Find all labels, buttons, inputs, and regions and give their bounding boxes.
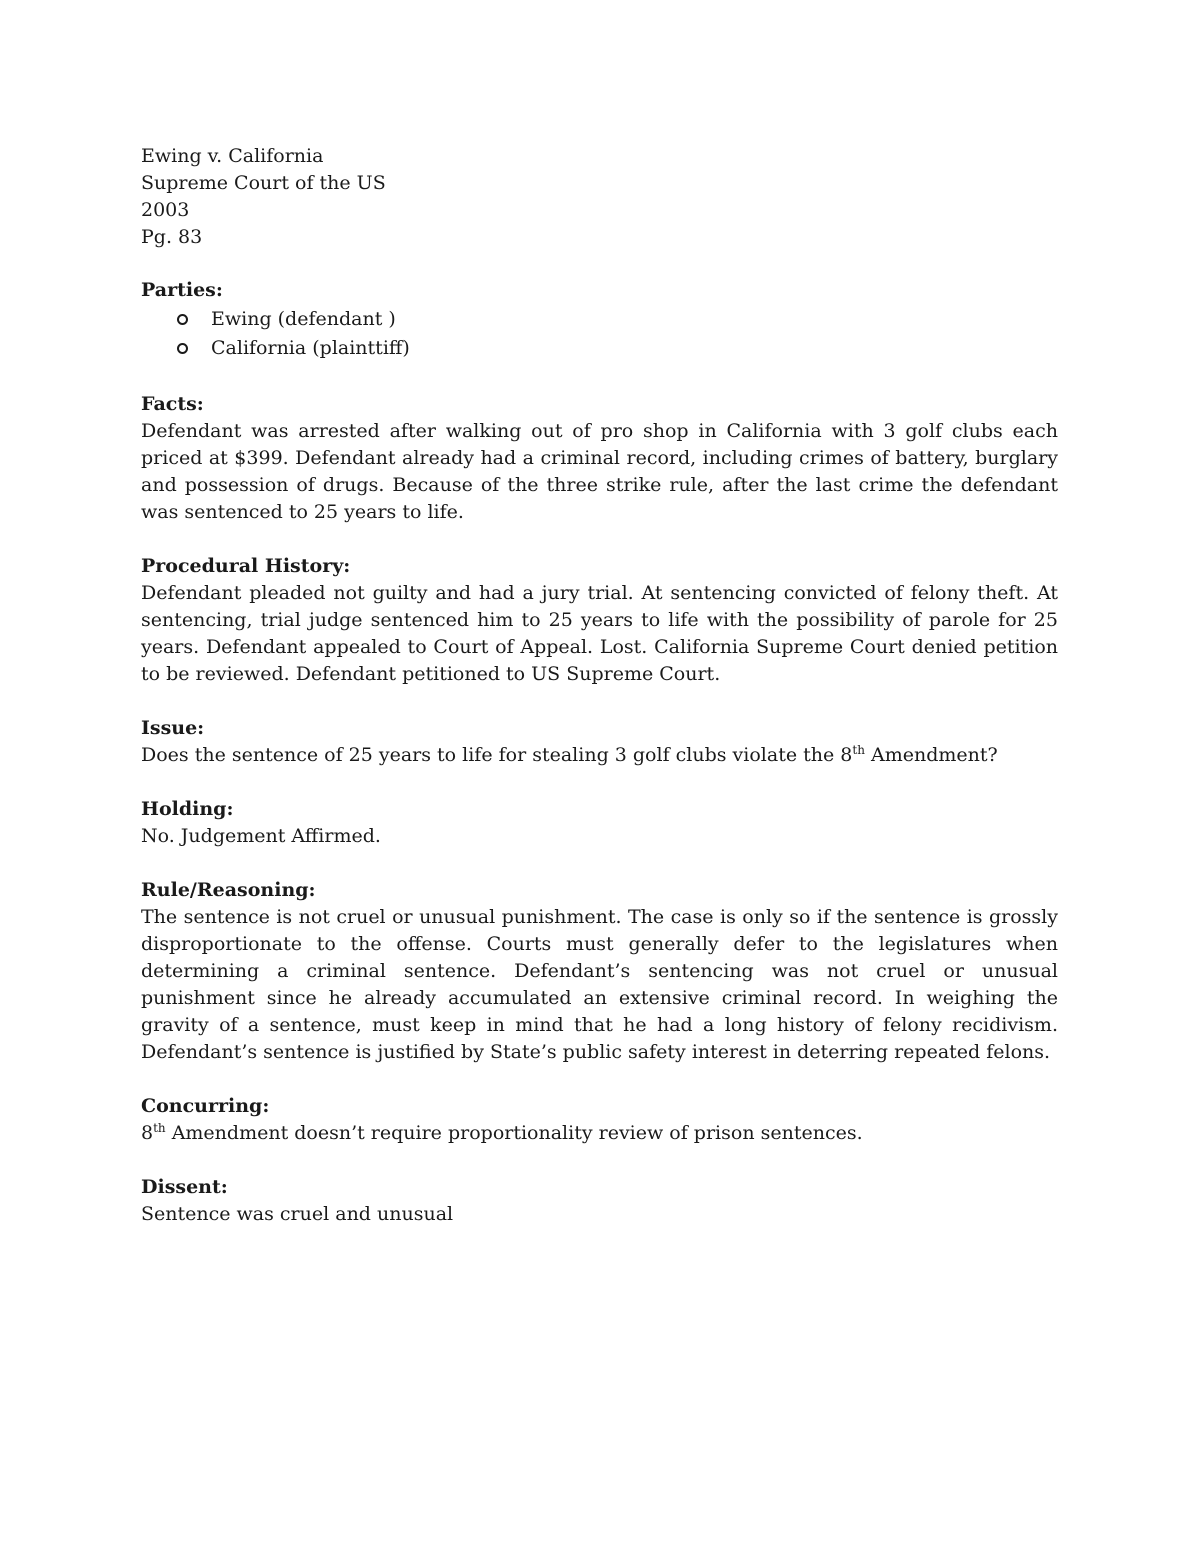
parties-section <box>141 277 1058 364</box>
brief-content <box>141 143 1058 1255</box>
case-year: 2003 <box>141 199 190 221</box>
concurring-text-start: 8 <box>141 1122 154 1144</box>
hollow-bullet-icon <box>177 314 188 325</box>
rule-reasoning-heading: Rule/Reasoning: <box>141 879 316 901</box>
issue-heading: Issue: <box>141 717 205 739</box>
holding-section <box>141 796 1058 850</box>
procedural-history-section <box>141 553 1058 688</box>
hollow-bullet-icon <box>177 343 188 354</box>
dissent-section <box>141 1174 1058 1228</box>
concurring-heading: Concurring: <box>141 1095 270 1117</box>
issue-text-start: Does the sentence of 25 years to life for stealing 3 golf clubs violate the 8 <box>141 744 853 766</box>
parties-list <box>141 306 1058 364</box>
party-item <box>141 306 1058 335</box>
concurring-body <box>141 1120 1058 1147</box>
party-label: California (plainttiff) <box>211 337 410 359</box>
court-name: Supreme Court of the US <box>141 172 386 194</box>
parties-heading: Parties: <box>141 279 223 301</box>
case-name: Ewing v. California <box>141 145 324 167</box>
page-reference: Pg. 83 <box>141 226 203 248</box>
facts-section <box>141 391 1058 526</box>
case-header <box>141 143 1058 251</box>
holding-heading: Holding: <box>141 798 234 820</box>
party-item <box>141 335 1058 364</box>
concurring-text-end: Amendment doesn’t require proportionality review of prison sentences. <box>165 1122 863 1144</box>
dissent-heading: Dissent: <box>141 1176 228 1198</box>
dissent-body: Sentence was cruel and unusual <box>141 1203 454 1225</box>
issue-body <box>141 742 1058 769</box>
issue-text-end: Amendment? <box>864 744 998 766</box>
facts-body: Defendant was arrested after walking out of pro shop in California with 3 golf clubs each priced at $399. Defendant already had a criminal record, including crimes of battery, burglary and possession of drugs. Because of the three strike rule, after the last crime the defendant was sentenced to 25 years to life. <box>141 420 1058 523</box>
rule-reasoning-body: The sentence is not cruel or unusual punishment. The case is only so if the sentence is grossly disproportionate to the offense. Courts must generally defer to the legislatures when determining a criminal sentence. Defendant’s sentencing was not cruel or unusual punishment since he already accumulated an extensive criminal record. In weighing the gravity of a sentence, must keep in mind that he had a long history of felony recidivism. Defendant’s sentence is justified by State’s public safety interest in deterring repeated felons. <box>141 906 1058 1063</box>
procedural-history-body: Defendant pleaded not guilty and had a jury trial. At sentencing convicted of felony theft. At sentencing, trial judge sentenced him to 25 years to life with the possibility of parole for 25 years. Defendant appealed to Court of Appeal. Lost. California Supreme Court denied petition to be reviewed. Defendant petitioned to US Supreme Court. <box>141 582 1058 685</box>
party-label: Ewing (defendant ) <box>211 308 396 330</box>
issue-superscript: th <box>852 743 865 757</box>
concurring-superscript: th <box>153 1121 166 1135</box>
concurring-section <box>141 1093 1058 1147</box>
holding-body: No. Judgement Affirmed. <box>141 825 381 847</box>
issue-section <box>141 715 1058 769</box>
procedural-history-heading: Procedural History: <box>141 555 351 577</box>
rule-reasoning-section <box>141 877 1058 1066</box>
facts-heading: Facts: <box>141 393 204 415</box>
